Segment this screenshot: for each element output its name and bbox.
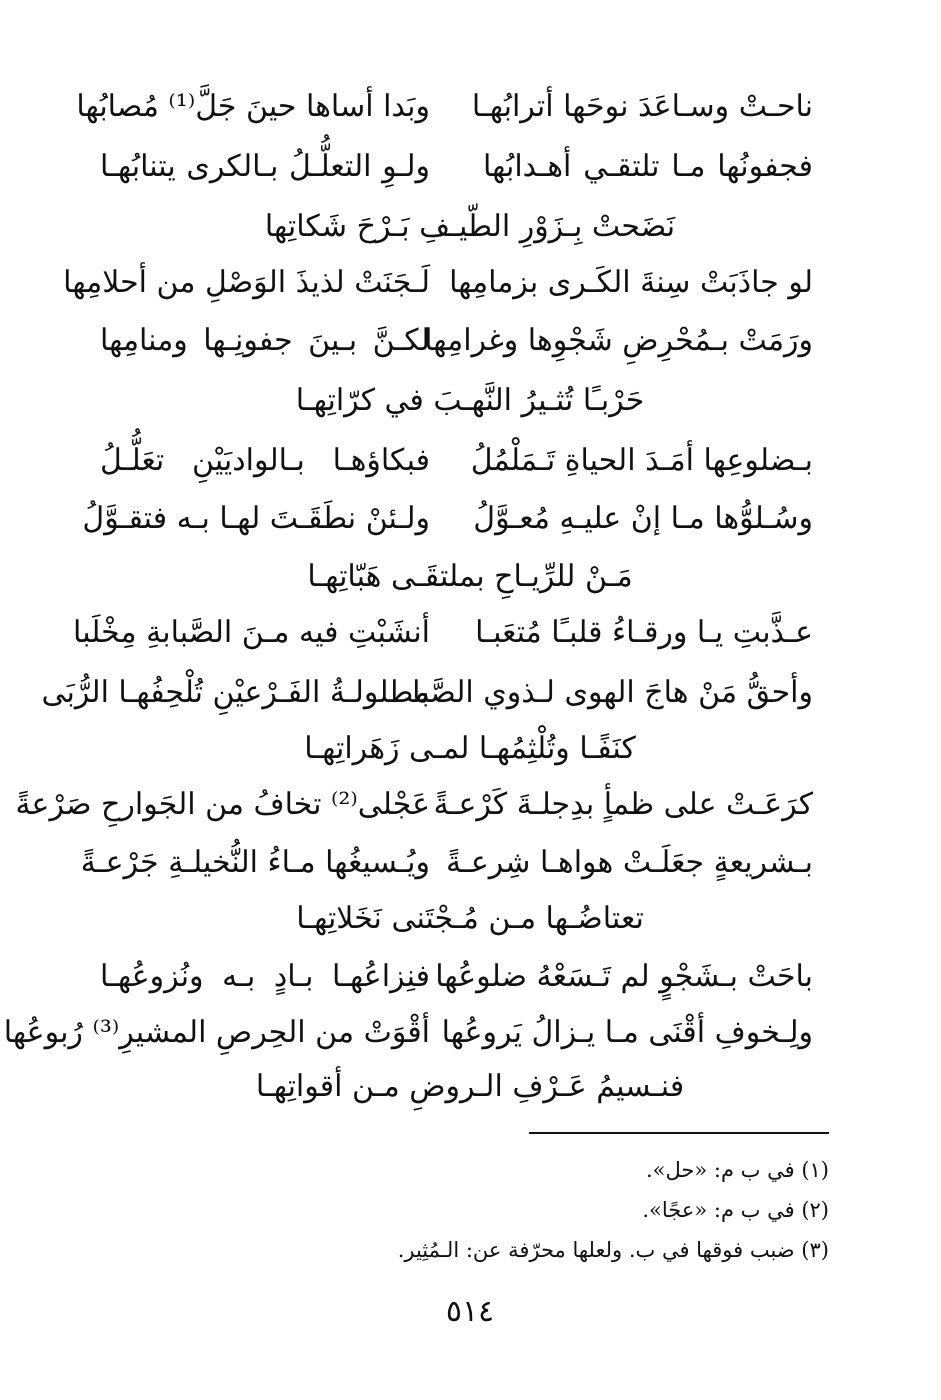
first-hemistich: بـشريعةٍ جعَلَـتْ هواهـا شِرعـةً [445,845,813,880]
second-hemistich: مطلولـةُ الفَـرْعيْنِ تُلْحِفُهـا الرُّبَى [41,675,430,710]
stanza-refrain: كنَفًـا وتُلْثِمُهـا لمـى زَهَراتِهـا [304,731,636,766]
verse-line [0,490,941,548]
first-hemistich: كرَعَـتْ على ظمأٍ بدِجلـةَ كَرْعـةً [433,787,813,822]
stanza-refrain: نَضَحتْ بِـزَوْرِ الطّيـفِ بَـرْحَ شَكاتِها [264,209,676,244]
verse-line [0,78,941,136]
second-hemistich: لَـجَنَتْ لذيذَ الوَصْلِ من أحلامِها [63,265,430,300]
second-hemistich: وبَدا أساها حينَ جَلَّ⁽¹⁾ مُصابُها [76,89,430,124]
second-hemistich: ولـئنْ نطَقَـتَ لهـا بـه فتقـوَّلُ [82,501,430,536]
second-hemistich: فنِزاعُهـا بـادٍ بـه ونُزوعُهـا [100,959,430,994]
footnote: (١) في ب م: «حل». [645,1158,829,1182]
verse-line [0,664,941,722]
verse-line [0,776,941,834]
first-hemistich: ناحـتْ وسـاعَدَ نوحَها أترابُهـا [471,89,813,124]
verse-line [0,948,941,1006]
second-hemistich: لكـنَّ بـينَ جفونِـها ومنامِها [100,323,430,358]
second-hemistich: ولـوِ التعلُّـلُ بـالكرى يتنابُهـا [100,149,430,184]
first-hemistich: بـضلوعِها أمَـدَ الحياةِ تَـمَلْمُلُ [470,443,813,478]
first-hemistich: باحَتْ بـشَجْوٍ لم تَـسَعْهُ ضلوعُها [435,959,813,994]
verse-line [0,834,941,892]
second-hemistich: أقْوَتْ من الحِرصِ المشيرِ⁽³⁾ رُبوعُها [3,1015,430,1050]
first-hemistich: ورَمَتْ بـمُحْرِضِ شَجْوِها وغرامِها [424,323,813,358]
verse-line [0,138,941,196]
second-hemistich: ويُـسيغُها مـاءُ النُّخيلـةِ جَرْعـةً [80,845,430,880]
footnote: (٢) في ب م: «عجًا». [642,1198,829,1222]
verse-line [0,254,941,312]
first-hemistich: وأحقُّ مَنْ هاجَ الهوى لـذوي الصَّبا [412,675,813,710]
stanza-refrain: مَـنْ للرِّيـاحِ بملتقَـى هَبّاتِهـا [307,559,633,594]
footnote-divider [529,1132,829,1134]
verse-line [0,1004,941,1062]
footnotes [129,1150,829,1270]
stanza-refrain: حَرْبـًا تُثـيرُ النَّهـبَ في كرّاتِهـا [295,383,645,418]
footnote: (٣) ضبب فوقها في ب. ولعلها محرّفة عن: الـمُثِير. [397,1238,829,1262]
first-hemistich: لو جاذَبَتْ سِنةَ الكَـرى بزمامِها [449,265,813,300]
page-number: ٥١٤ [445,1294,495,1329]
first-hemistich: ولِـخوفِ أقْنَى مـا يـزالُ يَروعُها [441,1015,813,1050]
verse-line [0,432,941,490]
first-hemistich: وسُـلوُّها مـا إنْ عليـهِ مُعـوَّلُ [473,501,813,536]
second-hemistich: فبكاؤهـا بـالواديَيْنِ تعَلُّـلُ [100,443,430,478]
first-hemistich: عـذَّبتِ يـا ورقـاءُ قلبـًا مُتعَبـا [475,615,813,650]
first-hemistich: فجفونُها مـا تلتقـي أهـدابُها [483,149,813,184]
second-hemistich: عَجْلى⁽²⁾ تخافُ من الجَوارحِ صَرْعةً [15,787,430,822]
verse-line [0,312,941,370]
second-hemistich: أنشَبْتِ فيه مـنَ الصَّبابةِ مِخْلَبا [73,615,430,650]
stanza-refrain: تعتاضُـها مـن مُـجْتَنى نَخَلاتِهـا [296,901,644,936]
stanza-refrain: فنـسيمُ عَـرْفِ الـروضِ مـن أقواتِهـا [255,1069,685,1104]
verse-line [0,604,941,662]
